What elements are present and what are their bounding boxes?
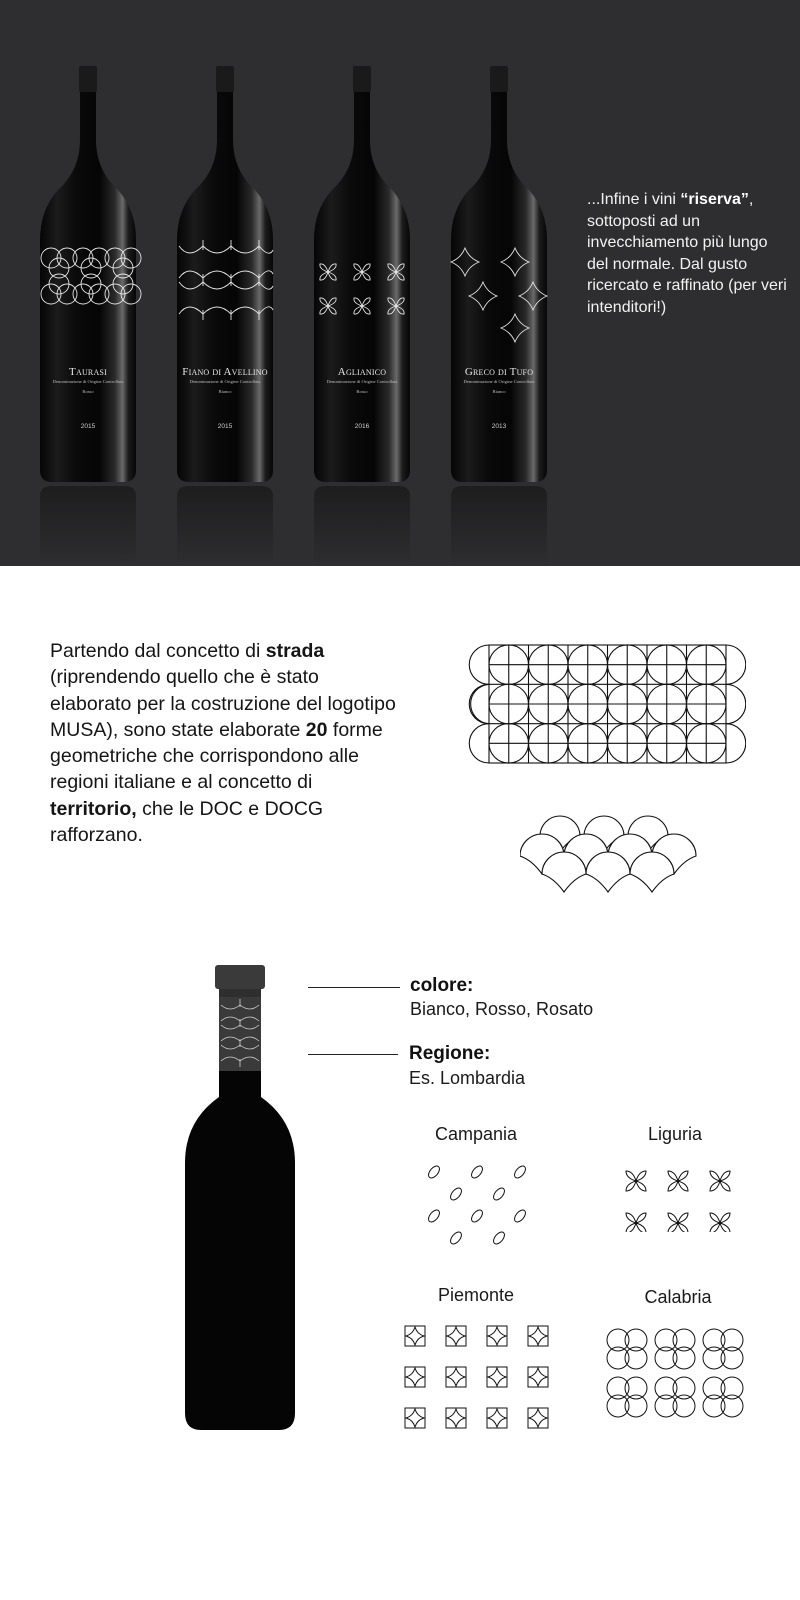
bottle-year: 2015 — [80, 423, 96, 430]
region-label-liguria: Liguria — [647, 1124, 703, 1144]
region-label-piemonte: Piemonte — [437, 1285, 515, 1305]
bottle-denomination: Denominazione di Origine Controllata — [189, 379, 261, 384]
region-pattern-calabria — [604, 1325, 748, 1421]
bottle-name: Fiano di Avellino — [182, 366, 268, 378]
concept-bold-20: 20 — [305, 718, 328, 741]
bottle-greco — [451, 66, 547, 566]
bottle-type: Bianco — [218, 389, 232, 394]
bottle-fiano — [177, 66, 273, 566]
bottle-silhouette — [185, 963, 305, 1433]
grid-circle-pattern — [466, 640, 746, 770]
concept-text-3: forme geometriche che corrispondono alle regioni italiane e al concetto di — [50, 718, 383, 794]
region-pattern-liguria — [620, 1166, 736, 1232]
concept-text-1: Partendo dal concetto di — [50, 640, 266, 662]
leader-line-colore — [308, 987, 400, 988]
concept-bold-territorio: territorio, — [50, 797, 137, 820]
attribute-value-regione: Es. Lombardia — [409, 1068, 526, 1088]
bottle-name: Taurasi — [69, 366, 107, 378]
region-pattern-piemonte — [404, 1325, 550, 1429]
region-pattern-campania — [424, 1164, 534, 1252]
riserva-description — [587, 189, 787, 318]
scale-pattern — [520, 806, 700, 896]
bottle-year: 2016 — [354, 423, 370, 430]
hero-section — [0, 0, 800, 566]
concept-text-2: (riprendendo quello che è stato elaborato per la costruzione del logotipo MUSA), sono state elaborate — [50, 666, 396, 741]
bottle-year: 2015 — [217, 423, 233, 430]
attribute-title-regione: Regione: — [409, 1043, 491, 1064]
bottle-aglianico — [314, 66, 410, 566]
bottle-denomination: Denominazione di Origine Controllata — [463, 379, 535, 384]
concept-bold-strada: strada — [265, 640, 325, 662]
bottle-year: 2013 — [491, 423, 507, 430]
riserva-body: , sottoposti ad un invecchiamento più lungo del normale. Dal gusto ricercato e raffinato (per veri intenditori!) — [587, 191, 787, 316]
bottle-denomination: Denominazione di Origine Controllata — [326, 379, 398, 384]
riserva-intro: ...Infine i vini — [587, 191, 681, 208]
bottle-taurasi — [40, 66, 141, 566]
attribute-title-colore: colore: — [410, 975, 474, 996]
riserva-highlight: “riserva” — [680, 191, 749, 208]
region-label-campania: Campania — [434, 1124, 518, 1144]
leader-line-regione — [308, 1054, 398, 1055]
attribute-value-colore: Bianco, Rosso, Rosato — [410, 999, 594, 1019]
region-label-calabria: Calabria — [644, 1287, 712, 1307]
bottle-denomination: Denominazione di Origine Controllata — [52, 379, 124, 384]
concept-paragraph — [50, 638, 400, 848]
concept-text-4: che le DOC e DOCG rafforzano. — [50, 797, 324, 847]
bottle-type: Rosso — [356, 389, 368, 394]
bottle-type: Bianco — [492, 389, 506, 394]
bottle-name: Greco di Tufo — [464, 366, 534, 378]
bottle-name: Aglianico — [337, 366, 387, 378]
bottle-type: Rosso — [82, 389, 94, 394]
